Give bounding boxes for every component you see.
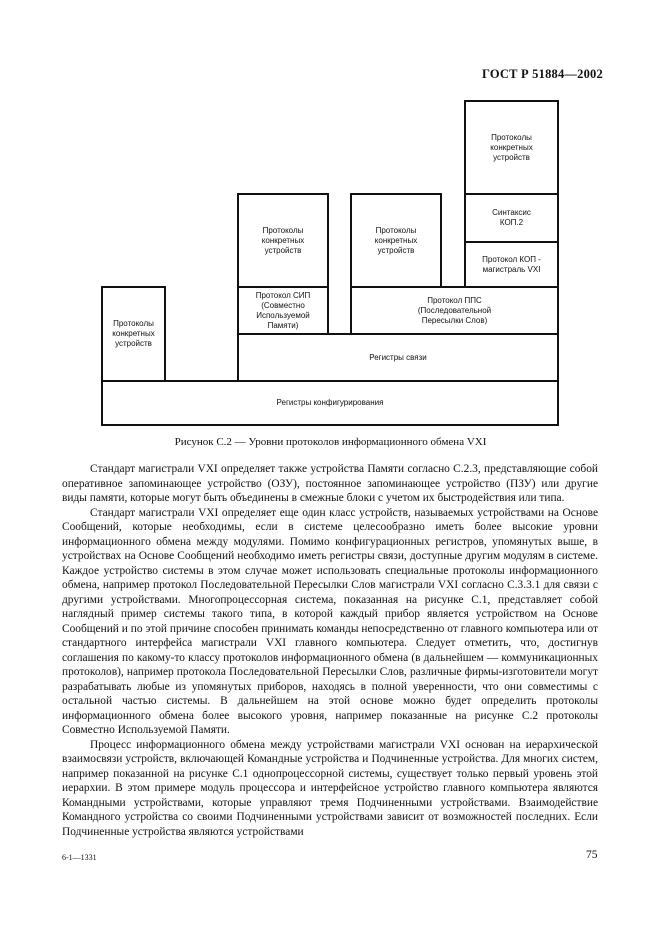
kop2-syntax-label: Синтаксис КОП.2 bbox=[492, 208, 531, 227]
center-device-protocols-label: Протоколы конкретных устройств bbox=[374, 225, 418, 255]
body-text bbox=[62, 462, 598, 839]
left-device-protocols-label: Протоколы конкретных устройств bbox=[112, 319, 155, 348]
sip-protocol-label: Протокол СИП (Совместно Используемой Памяти) bbox=[255, 290, 311, 330]
page-number: 75 bbox=[586, 849, 598, 861]
pps-protocol-box bbox=[350, 286, 559, 335]
comm-registers-label: Регистры связи bbox=[369, 352, 427, 362]
top-device-protocols-label: Протоколы конкретных устройств bbox=[490, 132, 533, 162]
mid-device-protocols-box bbox=[237, 193, 329, 288]
pps-protocol-label: Протокол ППС (Последовательной Пересылки Слов) bbox=[417, 295, 492, 325]
mid-device-protocols-label: Протоколы конкретных устройств bbox=[261, 225, 305, 255]
sip-protocol-box bbox=[237, 286, 329, 335]
kop-protocol-label: Протокол КОП - магистраль VXI bbox=[482, 254, 541, 274]
top-device-protocols-box bbox=[464, 100, 559, 195]
center-device-protocols-box bbox=[350, 193, 442, 288]
config-registers-box bbox=[101, 380, 559, 426]
paragraph: Стандарт магистрали VXI определяет также устройства Памяти согласно С.2.3, представляющие собой оперативное запоминающее устройство (ОЗУ), постоянное запоминающее устройство (ПЗУ) или другие виды памяти, которые могут быть объединены в смежные блоки с учетом их быстродействия или типа. bbox=[62, 463, 598, 504]
paragraph: Процесс информационного обмена между устройствами магистрали VXI основан на иерархической взаимосвязи устройств, включающей Командные устройства и Подчиненные устройства. Для многих систем, например показанной на рисунке С.1 однопроцессорной системы, существует только первый уровень этой иерархии. В этом примере модуль процессора и интерфейсное устройство главного компьютера являются Командными устройствами, которые управляют тремя Подчиненными устройствами. Взаимодействие Командного устройства со своими Подчиненными устройствами зависит от возможностей последних. Если Подчиненные устройства являются устройствами bbox=[62, 738, 598, 838]
print-code: 6-1—1331 bbox=[62, 853, 97, 862]
left-device-protocols-box bbox=[101, 286, 166, 382]
config-registers-label: Регистры конфигурирования bbox=[276, 398, 384, 407]
figure-caption: Рисунок С.2 — Уровни протоколов информационного обмена VXI bbox=[174, 436, 487, 448]
standard-header: ГОСТ Р 51884—2002 bbox=[482, 67, 603, 81]
paragraph: Стандарт магистрали VXI определяет еще один класс устройств, называемых устройствами на Основе Сообщений, которые необходимы, если в системе целесообразно иметь более высокие уровни информационного обмена между модулями. Помимо конфигурационных регистров, упомянутых выше, в устройствах на Основе Сообщений необходимо иметь регистры связи, доступные другим модулям в системе. Каждое устройство системы в этом случае может использовать специальные протоколы информационного обмена, например протокол Последовательной Пересылки Слов магистрали VXI согласно С.3.3.1 для связи с другими устройствами. Многопроцессорная система, показанная на рисунке С.1, представляет собой наглядный пример системы такого типа, в которой каждый прибор является устройством на Основе Сообщений и по этой причине способен принимать команды непосредственно от главного компьютера или от стандартного интерфейса магистрали VXI главного компьютера. Следует отметить, что, достигнув соглашения по какому-то классу протоколов информационного обмена (в дальнейшем — коммуникационных протоколов), например протокола Последовательной Пересылки Слов, различные фирмы-изготовители могут разрабатывать любые из упомянутых приборов, находясь в полной уверенности, что они совместимы с остальной частью системы. В дальнейшем на этой основе можно будет определить протоколы информационного обмена более высокого уровня, например показанные на рисунке С.2 протоколы Совместно Используемой Памяти. bbox=[62, 506, 598, 736]
kop-protocol-box bbox=[464, 241, 559, 288]
kop2-syntax-box bbox=[464, 193, 559, 243]
comm-registers-box bbox=[237, 333, 559, 382]
